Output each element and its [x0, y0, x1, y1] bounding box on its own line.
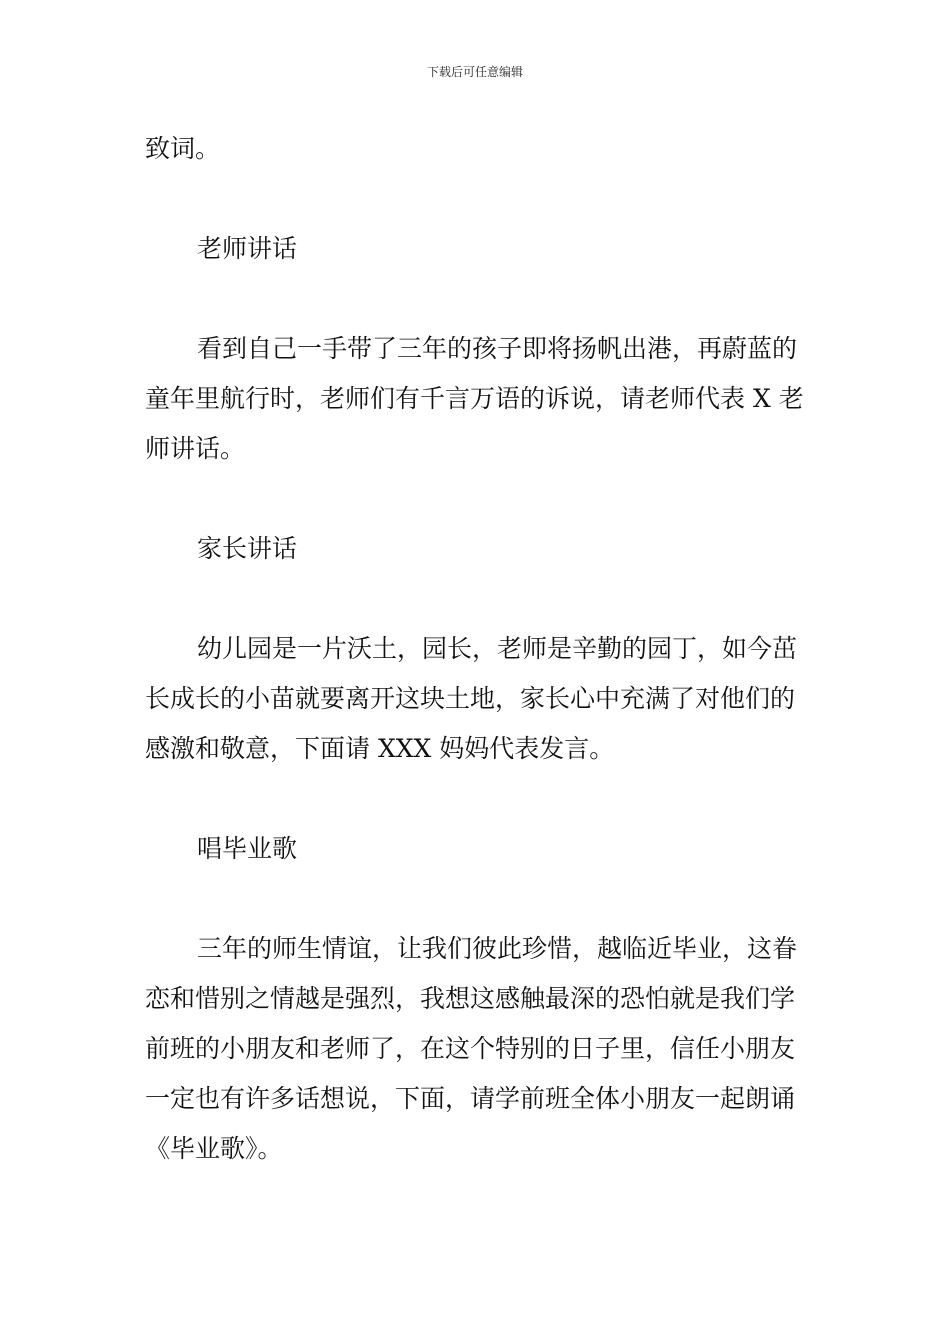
spacer	[145, 474, 810, 524]
paragraph-parent-speech: 幼儿园是一片沃土，园长，老师是辛勤的园丁，如今茁长成长的小苗就要离开这块土地，家长心中充满了对他们的感激和敬意，下面请 XXX 妈妈代表发言。	[145, 634, 798, 763]
spacer	[145, 874, 810, 924]
section-heading-parent-speech: 家长讲话	[197, 534, 298, 563]
section-heading-graduation-song: 唱毕业歌	[197, 834, 298, 863]
document-body	[145, 124, 810, 1174]
spacer	[145, 274, 810, 324]
paragraph-closing: 致词。	[145, 134, 221, 163]
paragraph-teacher-speech: 看到自己一手带了三年的孩子即将扬帆出港，再蔚蓝的童年里航行时，老师们有千言万语的诉说，请老师代表 X 老师讲话。	[145, 334, 804, 463]
spacer	[145, 574, 810, 624]
spacer	[145, 174, 810, 224]
paragraph-graduation-song: 三年的师生情谊，让我们彼此珍惜，越临近毕业，这眷恋和惜别之情越是强烈，我想这感触最深的恐怕就是我们学前班的小朋友和老师了，在这个特别的日子里，信任小朋友一定也有许多话想说，下面，请学前班全体小朋友一起朗诵《毕业歌》。	[145, 934, 798, 1163]
spacer	[145, 774, 810, 824]
section-heading-teacher-speech: 老师讲话	[197, 234, 298, 263]
page-header-note: 下载后可任意编辑	[426, 65, 523, 79]
